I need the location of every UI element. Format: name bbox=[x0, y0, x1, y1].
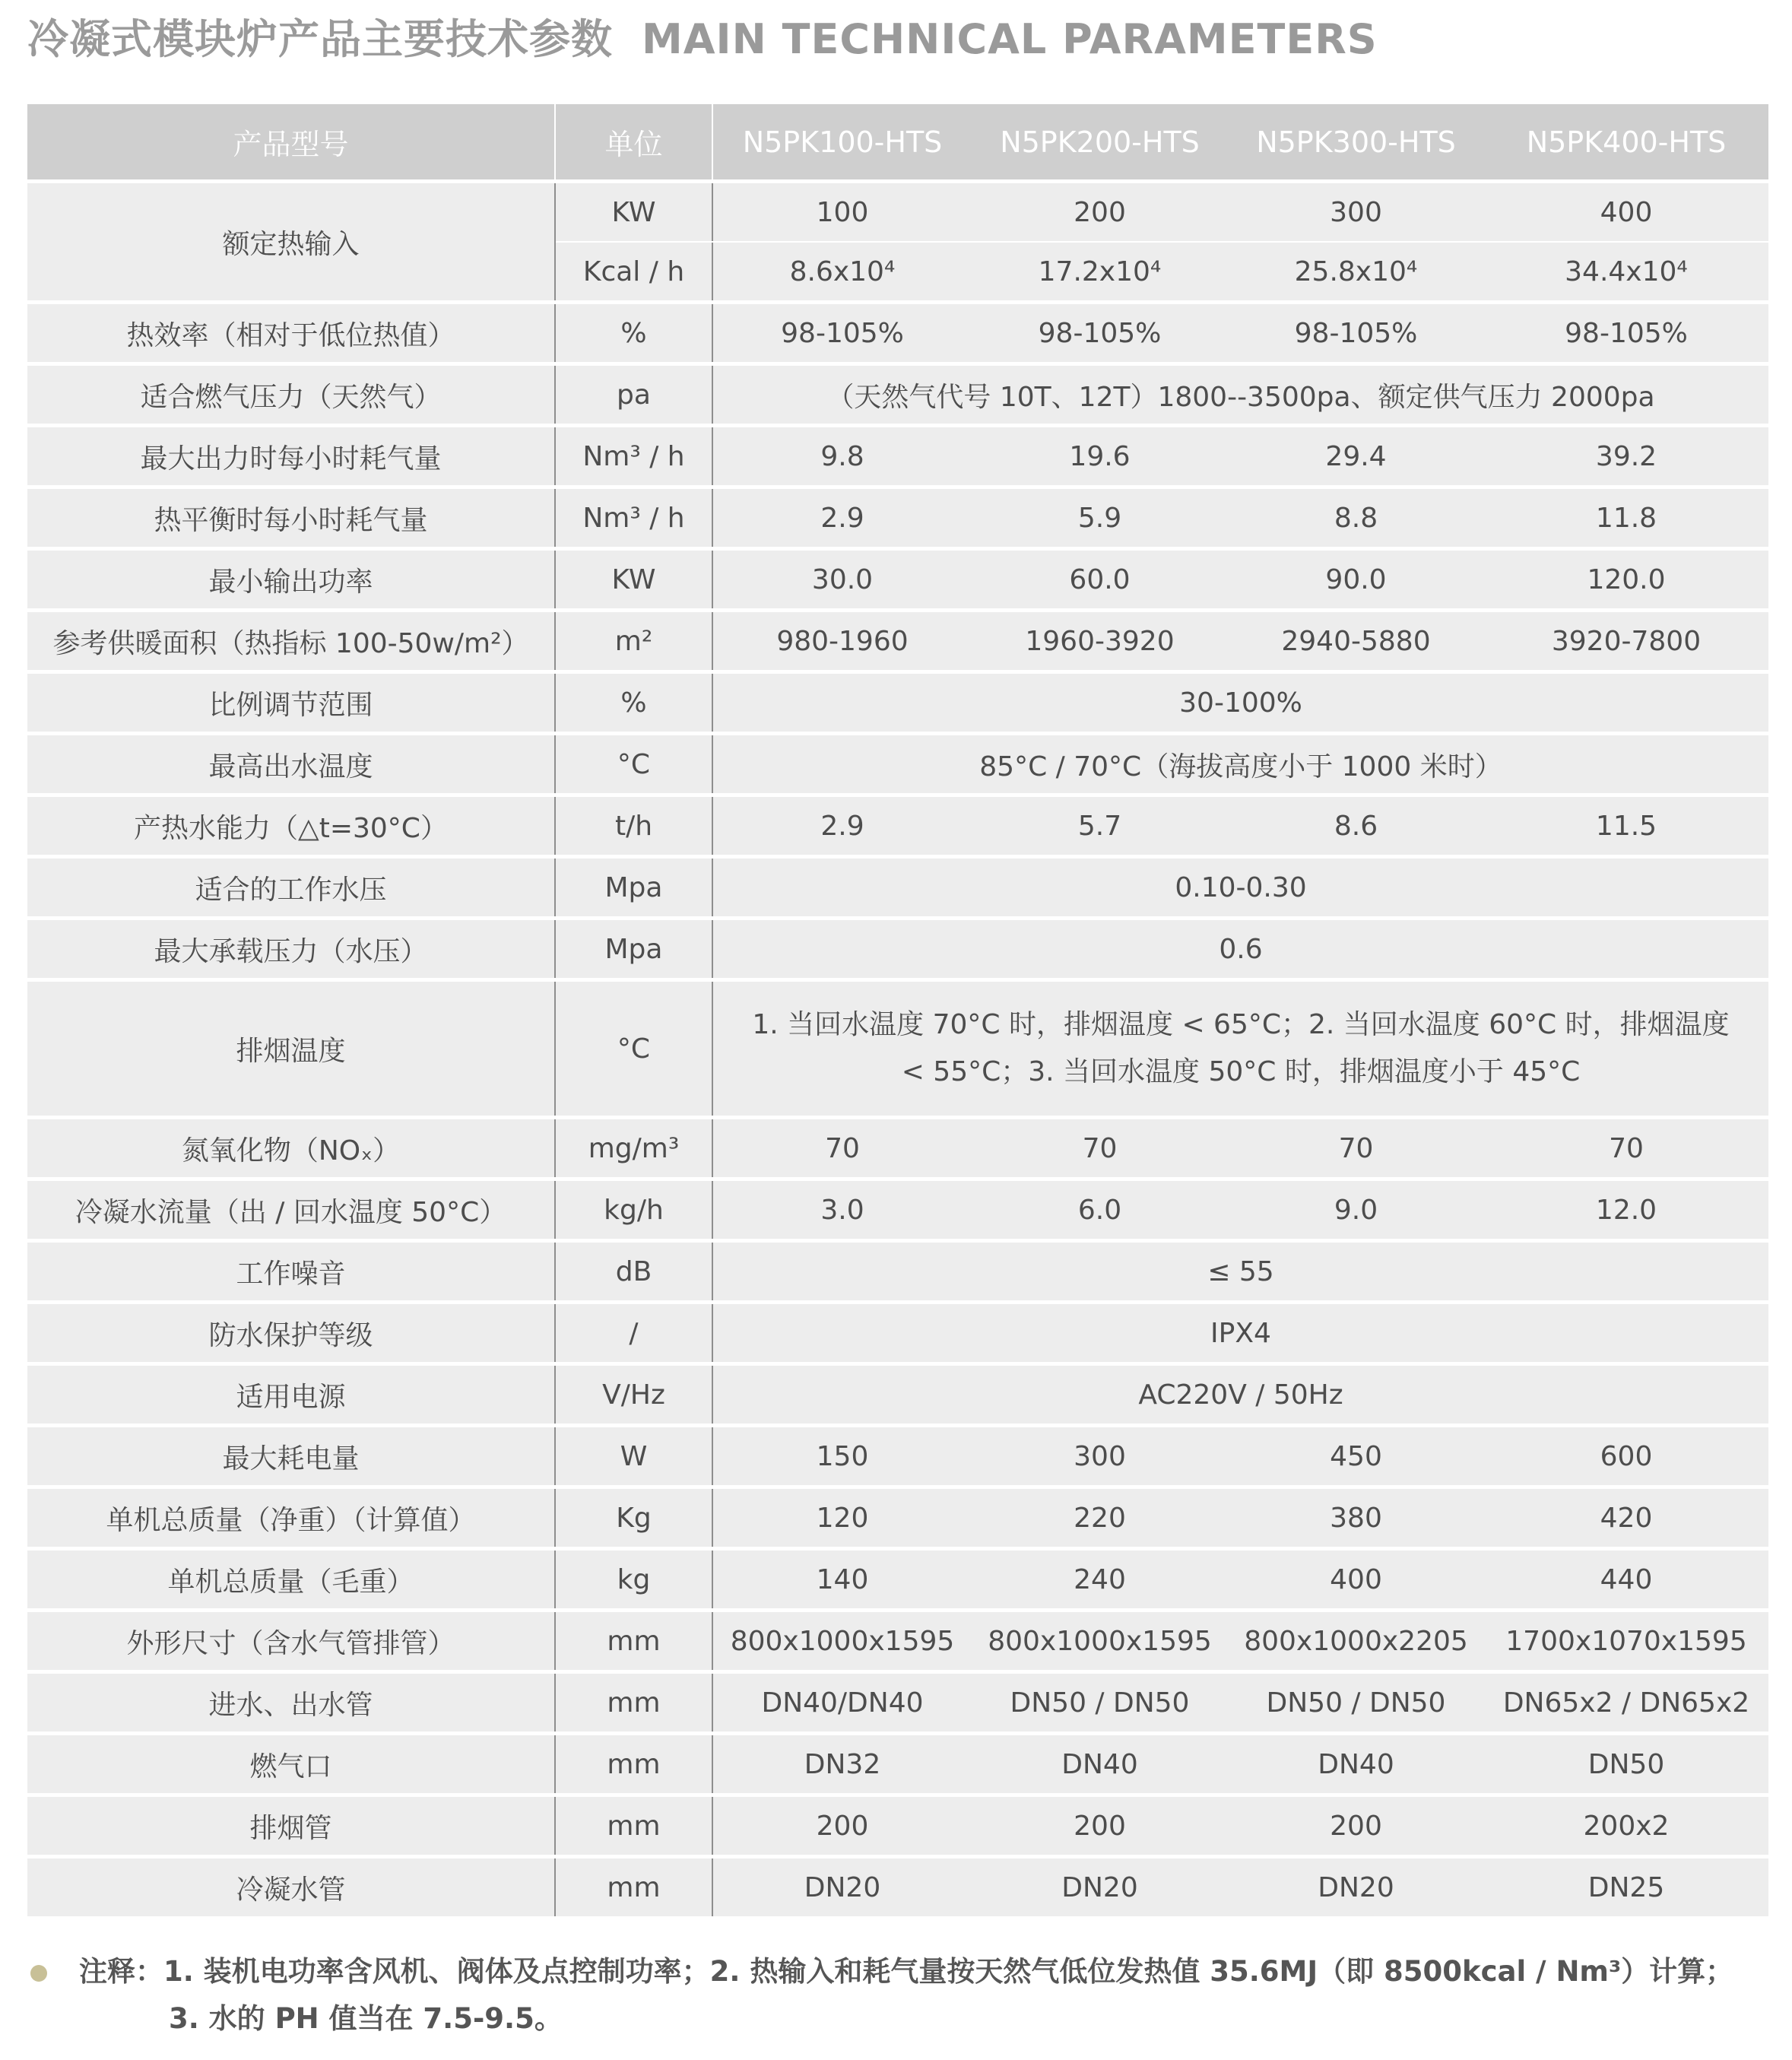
param-value: 1960-3920 bbox=[972, 611, 1228, 672]
param-value: 400 bbox=[1228, 1549, 1484, 1611]
param-name: 比例调节范围 bbox=[27, 672, 555, 734]
param-value: 420 bbox=[1484, 1487, 1768, 1549]
header-model-3: N5PK300-HTS bbox=[1228, 104, 1484, 182]
param-value: 800x1000x2205 bbox=[1228, 1611, 1484, 1672]
param-value: 1700x1070x1595 bbox=[1484, 1611, 1768, 1672]
param-value: 150 bbox=[712, 1426, 972, 1487]
param-value: 240 bbox=[972, 1549, 1228, 1611]
param-name: 排烟温度 bbox=[27, 980, 555, 1118]
param-value: DN40 bbox=[1228, 1734, 1484, 1795]
table-row bbox=[27, 795, 1768, 857]
param-value: 90.0 bbox=[1228, 549, 1484, 611]
table-row bbox=[27, 1426, 1768, 1487]
header-model-4: N5PK400-HTS bbox=[1484, 104, 1768, 182]
param-value: 200 bbox=[1228, 1795, 1484, 1857]
header-model-1: N5PK100-HTS bbox=[712, 104, 972, 182]
table-row bbox=[27, 1734, 1768, 1795]
param-value: 200 bbox=[972, 182, 1228, 243]
param-value: 3920-7800 bbox=[1484, 611, 1768, 672]
param-name: 热平衡时每小时耗气量 bbox=[27, 487, 555, 549]
param-value: 19.6 bbox=[972, 426, 1228, 487]
param-unit: mg/m³ bbox=[555, 1118, 712, 1179]
param-name: 冷凝水管 bbox=[27, 1857, 555, 1919]
param-unit: W bbox=[555, 1426, 712, 1487]
param-value: DN50 / DN50 bbox=[1228, 1672, 1484, 1734]
param-unit: mm bbox=[555, 1795, 712, 1857]
param-value: 5.9 bbox=[972, 487, 1228, 549]
param-name: 最小输出功率 bbox=[27, 549, 555, 611]
param-value: 200x2 bbox=[1484, 1795, 1768, 1857]
param-unit: % bbox=[555, 303, 712, 364]
parameters-table bbox=[27, 104, 1768, 1920]
table-row bbox=[27, 182, 1768, 243]
param-value: 400 bbox=[1484, 182, 1768, 243]
page-title bbox=[27, 12, 1378, 67]
table-row bbox=[27, 857, 1768, 919]
param-name: 防水保护等级 bbox=[27, 1303, 555, 1364]
param-name: 单机总质量（毛重） bbox=[27, 1549, 555, 1611]
param-name: 工作噪音 bbox=[27, 1241, 555, 1303]
param-value: DN65x2 / DN65x2 bbox=[1484, 1672, 1768, 1734]
table-row bbox=[27, 1549, 1768, 1611]
param-unit: / bbox=[555, 1303, 712, 1364]
param-value: 800x1000x1595 bbox=[712, 1611, 972, 1672]
param-value: 8.6x10⁴ bbox=[712, 242, 972, 303]
param-value: 200 bbox=[972, 1795, 1228, 1857]
param-name: 产热水能力（△t=30°C） bbox=[27, 795, 555, 857]
table-row bbox=[27, 1241, 1768, 1303]
param-value-span: （天然气代号 10T、12T）1800--3500pa、额定供气压力 2000pa bbox=[712, 364, 1768, 426]
param-value: DN40 bbox=[972, 1734, 1228, 1795]
page-title-cn: 冷凝式模块炉产品主要技术参数 bbox=[27, 15, 613, 63]
param-unit: mm bbox=[555, 1734, 712, 1795]
footnote-line-1: 注释：1. 装机电功率含风机、阀体及点控制功率；2. 热输入和耗气量按天然气低位发热值 35.6MJ（即 8500kcal / Nm³）计算； bbox=[79, 1955, 1734, 1988]
param-value: 600 bbox=[1484, 1426, 1768, 1487]
param-value: 380 bbox=[1228, 1487, 1484, 1549]
param-value: 98-105% bbox=[1484, 303, 1768, 364]
param-value: 70 bbox=[712, 1118, 972, 1179]
param-value: 30.0 bbox=[712, 549, 972, 611]
page-title-en: MAIN TECHNICAL PARAMETERS bbox=[642, 15, 1378, 63]
param-unit: kg bbox=[555, 1549, 712, 1611]
footnote-line-2: 3. 水的 PH 值当在 7.5-9.5。 bbox=[169, 2002, 563, 2035]
param-name: 排烟管 bbox=[27, 1795, 555, 1857]
param-value: 2940-5880 bbox=[1228, 611, 1484, 672]
param-value-span: 1. 当回水温度 70°C 时，排烟温度 < 65°C；2. 当回水温度 60°C 时，排烟温度 < 55°C；3. 当回水温度 50°C 时，排烟温度小于 45°C bbox=[712, 980, 1768, 1118]
param-name: 冷凝水流量（出 / 回水温度 50°C） bbox=[27, 1179, 555, 1241]
param-value: 800x1000x1595 bbox=[972, 1611, 1228, 1672]
param-value: 2.9 bbox=[712, 795, 972, 857]
param-unit: m² bbox=[555, 611, 712, 672]
param-value-span: 30-100% bbox=[712, 672, 1768, 734]
param-value: 9.0 bbox=[1228, 1179, 1484, 1241]
param-value: DN50 / DN50 bbox=[972, 1672, 1228, 1734]
param-unit: Nm³ / h bbox=[555, 426, 712, 487]
header-unit: 单位 bbox=[555, 104, 712, 182]
param-name: 氮氧化物（NOₓ） bbox=[27, 1118, 555, 1179]
param-unit: V/Hz bbox=[555, 1364, 712, 1426]
table-row bbox=[27, 672, 1768, 734]
param-value: 29.4 bbox=[1228, 426, 1484, 487]
param-value-span: 0.10-0.30 bbox=[712, 857, 1768, 919]
param-name: 外形尺寸（含水气管排管） bbox=[27, 1611, 555, 1672]
bullet-dot-icon bbox=[30, 1965, 47, 1982]
table-row bbox=[27, 364, 1768, 426]
param-value-span: 0.6 bbox=[712, 919, 1768, 980]
param-name: 最大承载压力（水压） bbox=[27, 919, 555, 980]
param-value: 440 bbox=[1484, 1549, 1768, 1611]
table-row bbox=[27, 1611, 1768, 1672]
table-row bbox=[27, 734, 1768, 795]
param-value-span: ≤ 55 bbox=[712, 1241, 1768, 1303]
param-value: DN40/DN40 bbox=[712, 1672, 972, 1734]
param-value: 12.0 bbox=[1484, 1179, 1768, 1241]
param-name: 最大出力时每小时耗气量 bbox=[27, 426, 555, 487]
param-name: 热效率（相对于低位热值） bbox=[27, 303, 555, 364]
param-unit: Kcal / h bbox=[555, 242, 712, 303]
param-value: 6.0 bbox=[972, 1179, 1228, 1241]
table-row bbox=[27, 611, 1768, 672]
param-value: 34.4x10⁴ bbox=[1484, 242, 1768, 303]
param-unit: dB bbox=[555, 1241, 712, 1303]
header-model-2: N5PK200-HTS bbox=[972, 104, 1228, 182]
param-value: 3.0 bbox=[712, 1179, 972, 1241]
param-unit: mm bbox=[555, 1857, 712, 1919]
param-value: 98-105% bbox=[972, 303, 1228, 364]
table-row bbox=[27, 1487, 1768, 1549]
param-value: 60.0 bbox=[972, 549, 1228, 611]
param-value-span: IPX4 bbox=[712, 1303, 1768, 1364]
param-value: 8.8 bbox=[1228, 487, 1484, 549]
param-value: 5.7 bbox=[972, 795, 1228, 857]
param-value: 9.8 bbox=[712, 426, 972, 487]
param-value: 25.8x10⁴ bbox=[1228, 242, 1484, 303]
param-unit: mm bbox=[555, 1611, 712, 1672]
param-value: DN25 bbox=[1484, 1857, 1768, 1919]
param-unit: Nm³ / h bbox=[555, 487, 712, 549]
param-value: DN20 bbox=[1228, 1857, 1484, 1919]
table-row bbox=[27, 1118, 1768, 1179]
param-value-span: 85°C / 70°C（海拔高度小于 1000 米时） bbox=[712, 734, 1768, 795]
param-value: 39.2 bbox=[1484, 426, 1768, 487]
table-row bbox=[27, 303, 1768, 364]
param-value: 140 bbox=[712, 1549, 972, 1611]
param-unit: % bbox=[555, 672, 712, 734]
table-row bbox=[27, 1795, 1768, 1857]
table-row bbox=[27, 919, 1768, 980]
param-name: 适合的工作水压 bbox=[27, 857, 555, 919]
param-name: 燃气口 bbox=[27, 1734, 555, 1795]
param-unit: Mpa bbox=[555, 857, 712, 919]
param-value: 70 bbox=[972, 1118, 1228, 1179]
table-row bbox=[27, 1179, 1768, 1241]
param-name: 进水、出水管 bbox=[27, 1672, 555, 1734]
param-unit: KW bbox=[555, 549, 712, 611]
param-value: 100 bbox=[712, 182, 972, 243]
param-value: 300 bbox=[972, 1426, 1228, 1487]
param-unit: pa bbox=[555, 364, 712, 426]
param-name: 适合燃气压力（天然气） bbox=[27, 364, 555, 426]
table-row bbox=[27, 549, 1768, 611]
table-row bbox=[27, 1857, 1768, 1919]
param-value: 220 bbox=[972, 1487, 1228, 1549]
table-row bbox=[27, 1364, 1768, 1426]
header-product-model: 产品型号 bbox=[27, 104, 555, 182]
param-value: 200 bbox=[712, 1795, 972, 1857]
table-row bbox=[27, 980, 1768, 1118]
table-header-row bbox=[27, 104, 1768, 182]
param-name: 额定热输入 bbox=[27, 182, 555, 303]
param-value: 11.8 bbox=[1484, 487, 1768, 549]
param-unit: kg/h bbox=[555, 1179, 712, 1241]
param-name: 参考供暖面积（热指标 100-50w/m²） bbox=[27, 611, 555, 672]
param-value: 300 bbox=[1228, 182, 1484, 243]
param-value: 450 bbox=[1228, 1426, 1484, 1487]
param-unit: KW bbox=[555, 182, 712, 243]
table-row bbox=[27, 426, 1768, 487]
param-value: 98-105% bbox=[1228, 303, 1484, 364]
param-value: DN32 bbox=[712, 1734, 972, 1795]
param-value: 17.2x10⁴ bbox=[972, 242, 1228, 303]
table-row bbox=[27, 487, 1768, 549]
param-value: 120 bbox=[712, 1487, 972, 1549]
param-unit: °C bbox=[555, 734, 712, 795]
param-value-span: AC220V / 50Hz bbox=[712, 1364, 1768, 1426]
param-value: 70 bbox=[1484, 1118, 1768, 1179]
param-value: 120.0 bbox=[1484, 549, 1768, 611]
param-value: DN50 bbox=[1484, 1734, 1768, 1795]
param-value: DN20 bbox=[972, 1857, 1228, 1919]
param-unit: t/h bbox=[555, 795, 712, 857]
param-name: 最大耗电量 bbox=[27, 1426, 555, 1487]
param-unit: mm bbox=[555, 1672, 712, 1734]
param-name: 单机总质量（净重）（计算值） bbox=[27, 1487, 555, 1549]
param-value: 98-105% bbox=[712, 303, 972, 364]
param-value: 8.6 bbox=[1228, 795, 1484, 857]
param-value: DN20 bbox=[712, 1857, 972, 1919]
param-name: 适用电源 bbox=[27, 1364, 555, 1426]
table-row bbox=[27, 1672, 1768, 1734]
footnote bbox=[27, 1948, 1768, 2043]
param-value: 2.9 bbox=[712, 487, 972, 549]
param-unit: °C bbox=[555, 980, 712, 1118]
table-row bbox=[27, 1303, 1768, 1364]
param-value: 11.5 bbox=[1484, 795, 1768, 857]
param-unit: Kg bbox=[555, 1487, 712, 1549]
param-name: 最高出水温度 bbox=[27, 734, 555, 795]
param-value: 980-1960 bbox=[712, 611, 972, 672]
param-value: 70 bbox=[1228, 1118, 1484, 1179]
param-unit: Mpa bbox=[555, 919, 712, 980]
